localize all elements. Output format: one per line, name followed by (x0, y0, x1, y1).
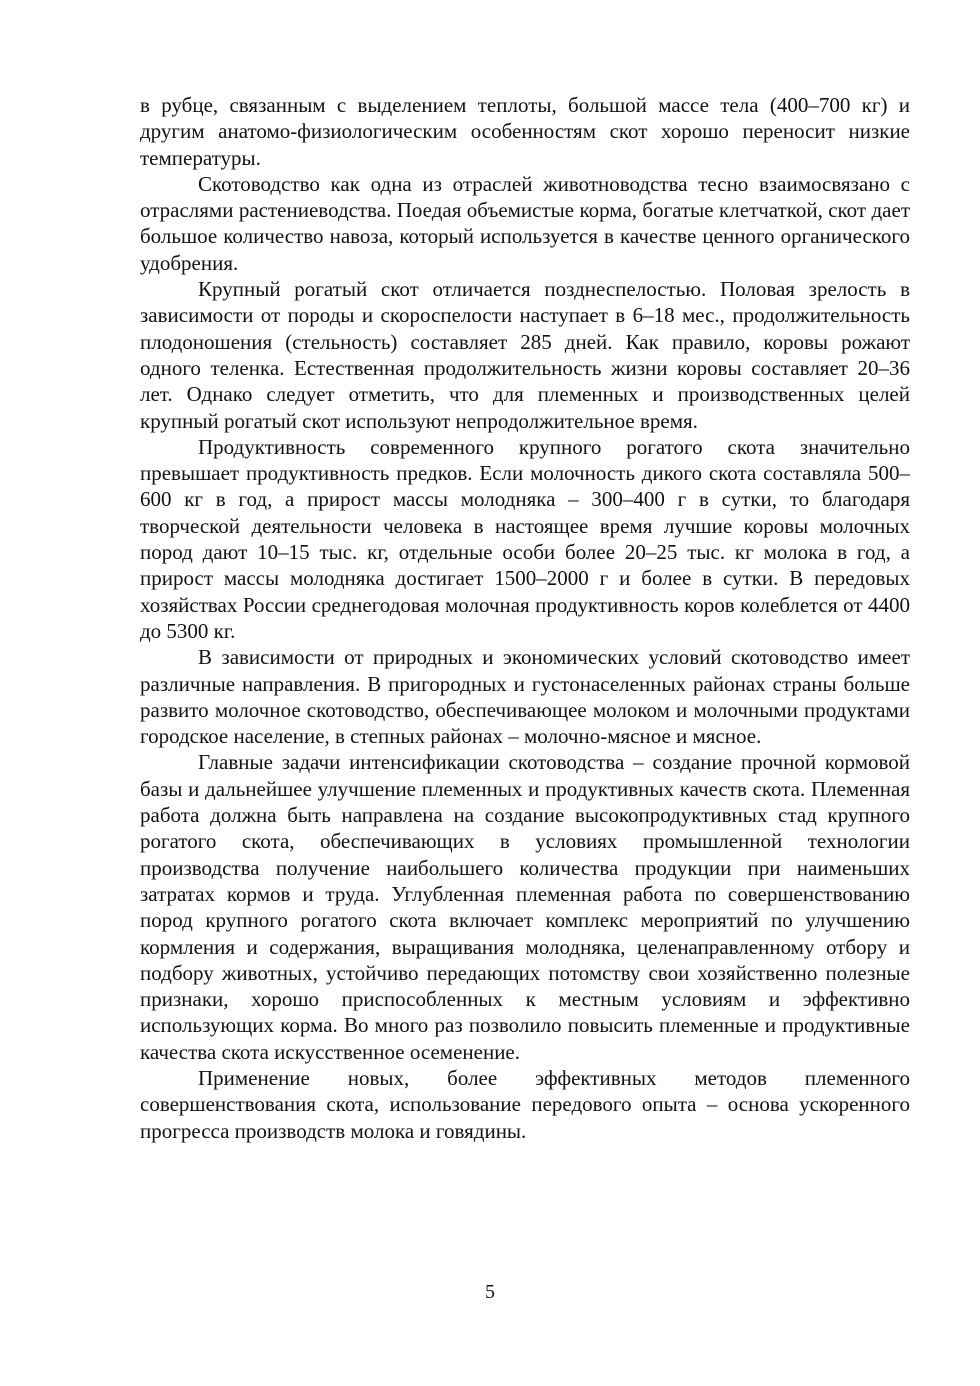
paragraph-2: Скотоводство как одна из отраслей животноводства тесно взаимосвязано с отраслями растениеводства. Поедая объемистые корма, богатые клетчаткой, скот дает большое количество навоза, который используется в качестве ценного органического удобрения. (140, 171, 910, 275)
body-text (140, 92, 910, 1144)
paragraph-6: Главные задачи интенсификации скотоводства – создание прочной кормовой базы и дальнейшее улучшение племенных и продуктивных качеств скота. Племенная работа должна быть направлена на создание высокопродуктивных стад крупного рогатого скота, обеспечивающих в условиях промышленной технологии производства получение наибольшего количества продукции при наименьших затратах кормов и труда. Углубленная племенная работа по совершенствованию пород крупного рогатого скота включает комплекс мероприятий по улучшению кормления и содержания, выращивания молодняка, целенаправленному отбору и подбору животных, устойчиво передающих потомству свои хозяйственно полезные признаки, хорошо приспособленных к местным условиям и эффективно использующих корма. Во много раз позволило повысить племенные и продуктивные качества скота искусственное осеменение. (140, 750, 910, 1064)
paragraph-5: В зависимости от природных и экономических условий скотоводство имеет различные направления. В пригородных и густонаселенных районах страны больше развито молочное скотоводство, обеспечивающее молоком и молочными продуктами городское население, в степных районах – молочно-мясное и мясное. (140, 645, 910, 749)
paragraph-7: Применение новых, более эффективных методов племенного совершенствования скота, использование передового опыта – основа ускоренного прогресса производств молока и говядины. (140, 1065, 910, 1143)
page-number: 5 (485, 1281, 495, 1303)
paragraph-4: Продуктивность современного крупного рогатого скота значительно превышает продуктивность предков. Если молочность дикого скота составляла 500–600 кг в год, а прирост массы молодняка – 300–400 г в сутки, то благодаря творческой деятельности человека в настоящее время лучшие коровы молочных пород дают 10–15 тыс. кг, отдельные особи более 20–25 тыс. кг молока в год, а прирост массы молодняка достигает 1500–2000 г и более в сутки. В передовых хозяйствах России среднегодовая молочная продуктивность коров колеблется от 4400 до 5300 кг. (140, 434, 910, 643)
paragraph-1-continuation: в рубце, связанным с выделением теплоты, большой массе тела (400–700 кг) и другим анатомо-физиологическим особенностям скот хорошо переносит низкие температуры. (140, 93, 910, 170)
paragraph-3: Крупный рогатый скот отличается позднеспелостью. Половая зрелость в зависимости от породы и скороспелости наступает в 6–18 мес., продолжительность плодоношения (стельность) составляет 285 дней. Как правило, коровы рожают одного теленка. Естественная продолжительность жизни коровы составляет 20–36 лет. Однако следует отметить, что для племенных и производственных целей крупный рогатый скот используют непродолжительное время. (140, 277, 910, 433)
